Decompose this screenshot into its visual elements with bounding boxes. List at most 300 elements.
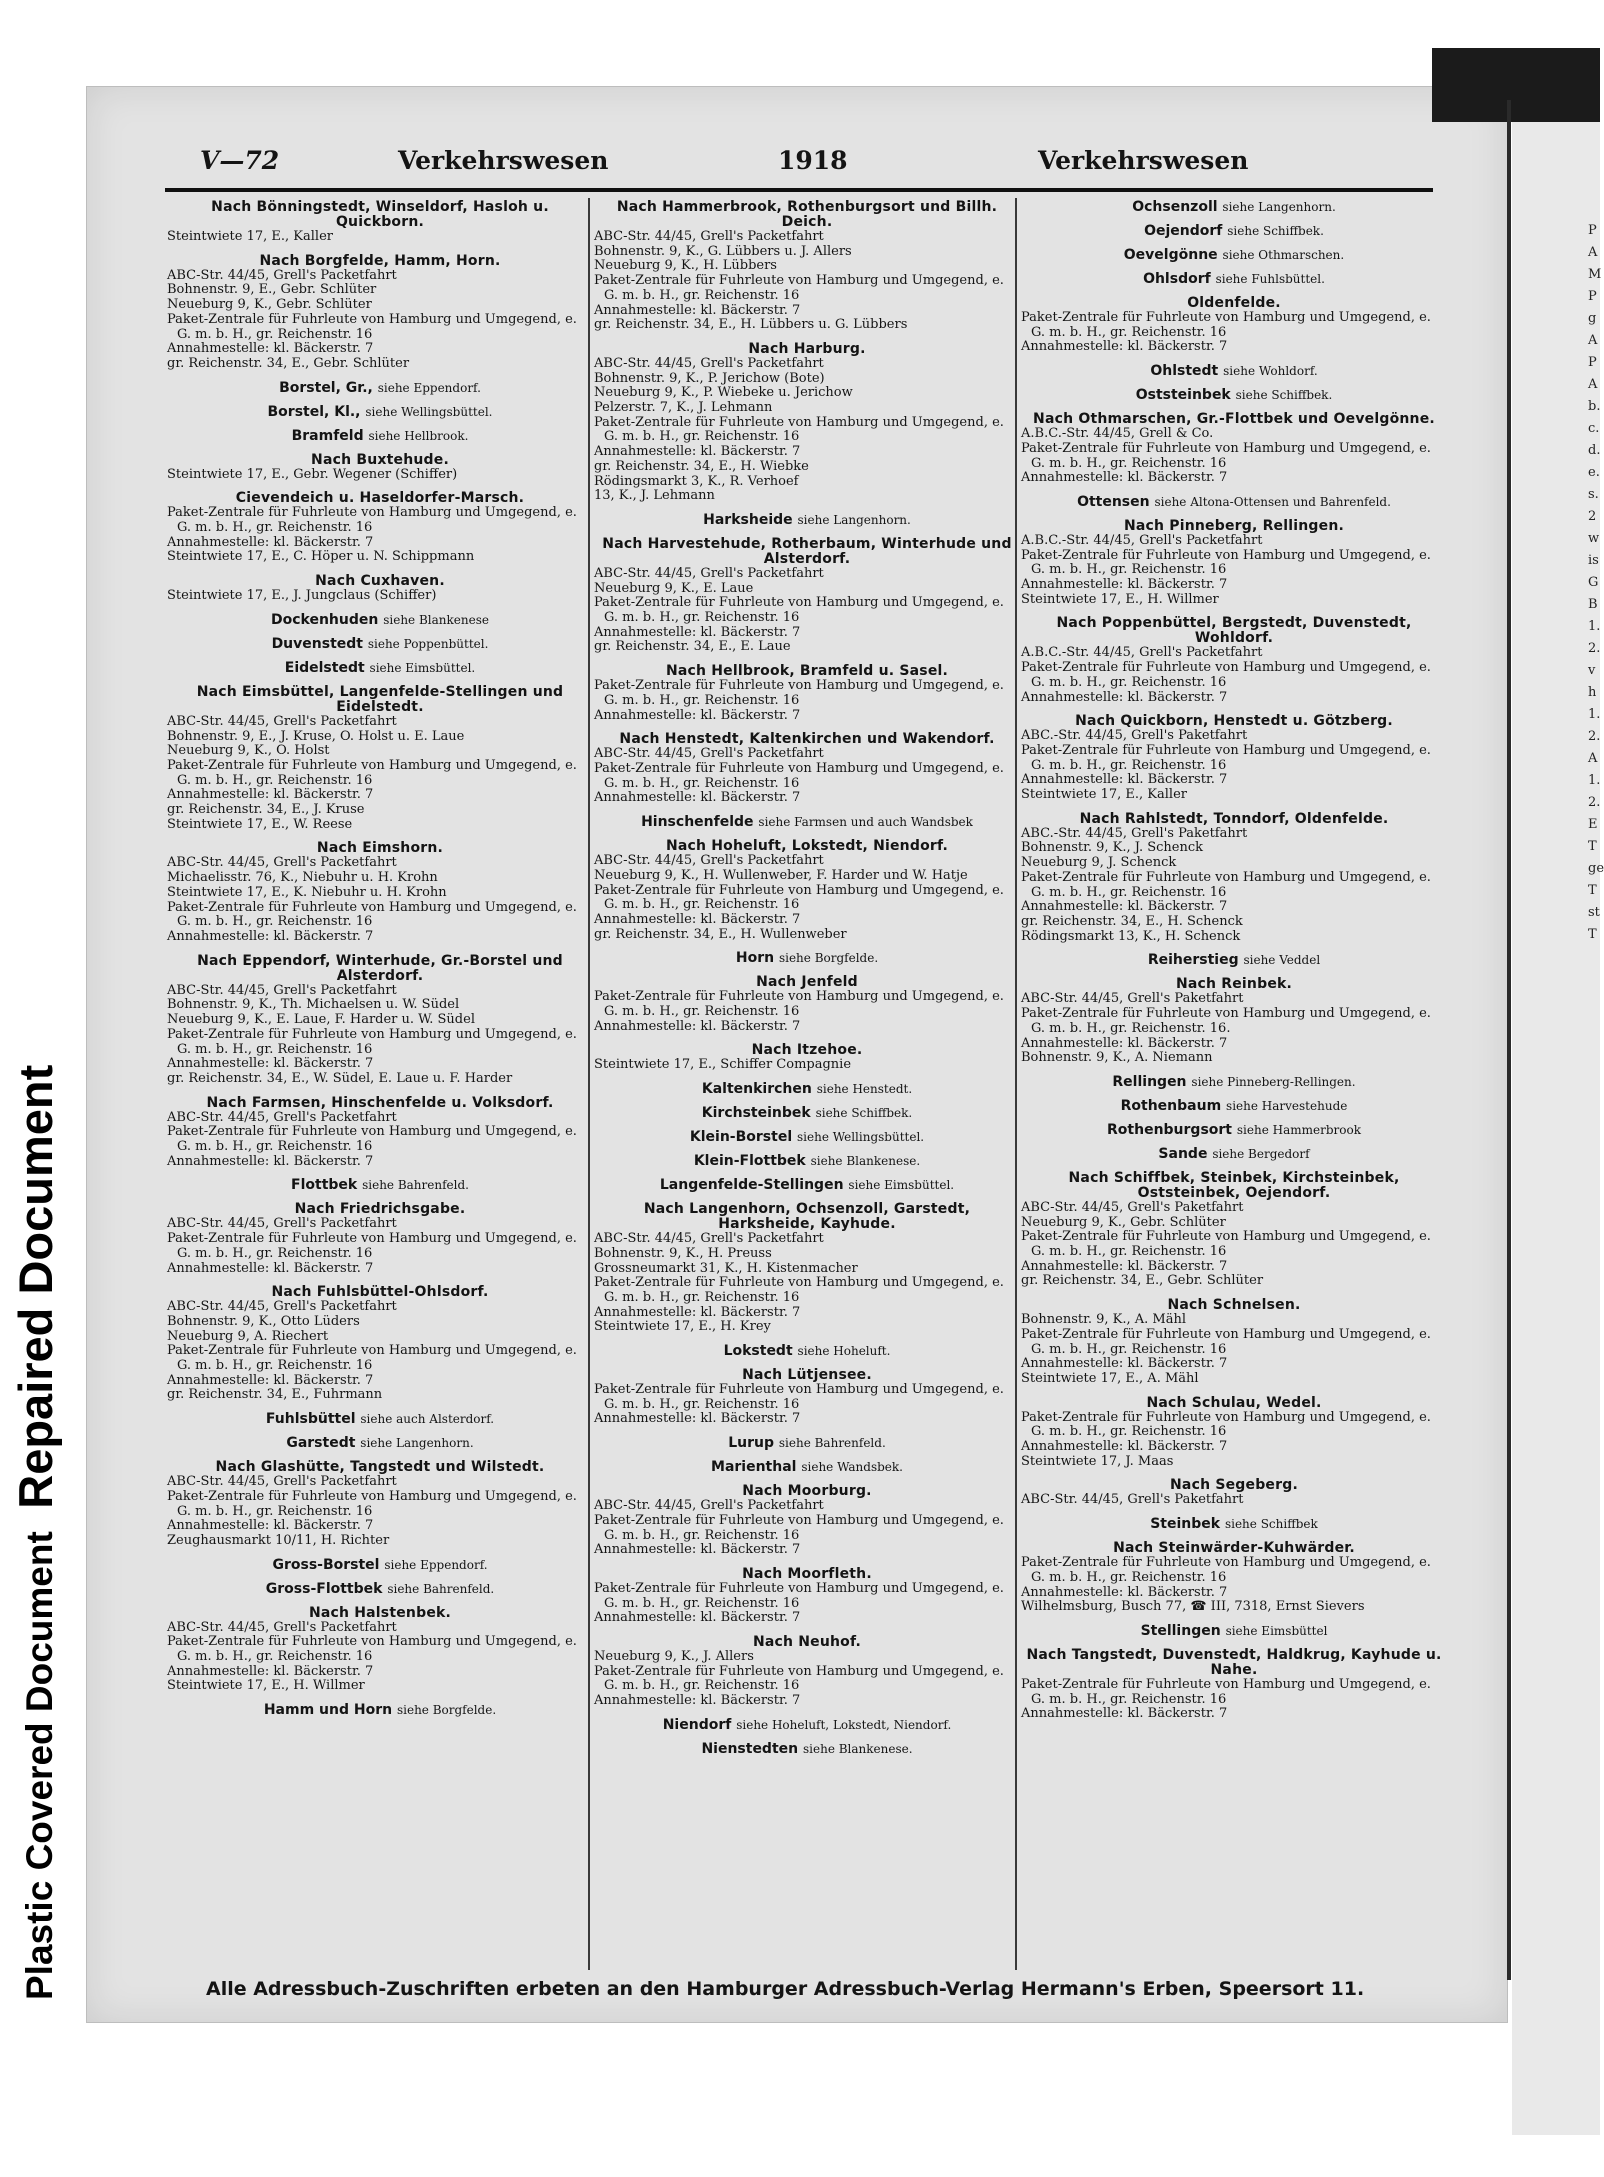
reference-target: siehe Hellbrook. bbox=[368, 428, 469, 443]
directory-entry bbox=[594, 1567, 1020, 1626]
reference-place: Bramfeld bbox=[291, 427, 364, 444]
fragment-text: E bbox=[1588, 817, 1598, 832]
entry-heading: Nach Jenfeld bbox=[756, 974, 858, 991]
entry-line: Neueburg 9, K., O. Holst bbox=[167, 743, 330, 759]
entry-line: Annahmestelle: kl. Bäckerstr. 7 bbox=[167, 534, 374, 550]
entry-line: Bohnenstr. 9, K., Th. Michaelsen u. W. Südel bbox=[167, 997, 460, 1013]
reference-place: Hinschenfelde bbox=[641, 814, 754, 831]
reference-target: siehe Langenhorn. bbox=[797, 512, 911, 527]
entry-line: Paket-Zentrale für Fuhrleute von Hamburg und Umgegend, e. G. m. b. H., gr. Reichenstr. 16 bbox=[1021, 1229, 1431, 1260]
entry-line: Neueburg 9, K., H. Wullenweber, F. Harder und W. Hatje bbox=[594, 867, 968, 883]
cross-reference bbox=[167, 1412, 593, 1427]
cross-reference bbox=[594, 1718, 1020, 1733]
entry-heading: Nach Segeberg. bbox=[1170, 1477, 1298, 1494]
fragment-text: P bbox=[1588, 289, 1597, 304]
directory-entry bbox=[594, 342, 1020, 504]
entry-line: Steintwiete 17, E., H. Willmer bbox=[167, 1678, 365, 1694]
entry-line: Michaelisstr. 76, K., Niebuhr u. H. Krohn bbox=[167, 870, 438, 886]
directory-entry bbox=[594, 1130, 1020, 1145]
directory-entry bbox=[1021, 1541, 1447, 1615]
fragment-text: v bbox=[1588, 663, 1596, 678]
entry-line: Paket-Zentrale für Fuhrleute von Hamburg und Umgegend, e. G. m. b. H., gr. Reichenstr. 16 bbox=[1021, 310, 1431, 340]
fragment-text: A bbox=[1588, 333, 1598, 348]
entry-line: Steintwiete 17, J. Maas bbox=[1021, 1453, 1174, 1469]
entry-line: Paket-Zentrale für Fuhrleute von Hamburg und Umgegend, e. G. m. b. H., gr. Reichenstr. 16 bbox=[1021, 547, 1431, 578]
directory-entry bbox=[167, 1582, 593, 1597]
directory-entry bbox=[167, 453, 593, 483]
entry-line: Neueburg 9, K., Gebr. Schlüter bbox=[167, 297, 372, 313]
reference-place: Fuhlsbüttel bbox=[265, 1411, 356, 1428]
directory-entry bbox=[594, 664, 1020, 723]
directory-entry bbox=[167, 613, 593, 628]
directory-column-2 bbox=[594, 200, 1020, 1766]
entry-line: Annahmestelle: kl. Bäckerstr. 7 bbox=[594, 1693, 801, 1709]
reference-place: Gross-Flottbek bbox=[265, 1580, 383, 1597]
cross-reference bbox=[594, 1436, 1020, 1451]
entry-line: A.B.C.-Str. 44/45, Grell's Packetfahrt bbox=[1021, 532, 1263, 548]
directory-entry bbox=[167, 1460, 593, 1549]
reference-place: Rothenbaum bbox=[1120, 1097, 1222, 1114]
fragment-text: ge bbox=[1588, 861, 1604, 876]
reference-target: siehe Bergedorf bbox=[1212, 1146, 1310, 1161]
entry-line: Steintwiete 17, E., C. Höper u. N. Schippmann bbox=[167, 549, 475, 565]
entry-line: Steintwiete 17, E., K. Niebuhr u. H. Krohn bbox=[167, 884, 447, 900]
directory-entry bbox=[594, 1082, 1020, 1097]
reference-target: siehe Blankenese. bbox=[810, 1154, 921, 1169]
reference-target: siehe Eimsbüttel. bbox=[369, 660, 476, 675]
reference-place: Borstel, Gr., bbox=[279, 379, 373, 396]
page-number: V—72 bbox=[200, 146, 280, 175]
entry-line: Steintwiete 17, E., A. Mähl bbox=[1021, 1370, 1199, 1386]
directory-entry bbox=[594, 1460, 1020, 1475]
reference-place: Ohlstedt bbox=[1150, 363, 1219, 380]
fragment-text: 2 bbox=[1588, 509, 1597, 524]
directory-entry bbox=[1021, 200, 1447, 215]
reference-place: Rellingen bbox=[1112, 1073, 1187, 1090]
entry-line: Annahmestelle: kl. Bäckerstr. 7 bbox=[594, 1411, 801, 1427]
entry-line: Annahmestelle: kl. Bäckerstr. 7 bbox=[167, 1056, 374, 1072]
entry-line: Bohnenstr. 9, K., Otto Lüders bbox=[167, 1313, 360, 1329]
cross-reference bbox=[167, 1558, 593, 1573]
reference-target: siehe Blankenese. bbox=[803, 1741, 913, 1756]
reference-place: Oevelgönne bbox=[1123, 247, 1218, 263]
directory-entry bbox=[167, 381, 593, 396]
directory-entry bbox=[167, 200, 593, 245]
directory-entry bbox=[167, 1096, 593, 1170]
side-label bbox=[8, 1065, 63, 2000]
entry-line: Bohnenstr. 9, K., A. Niemann bbox=[1021, 1050, 1213, 1066]
reference-place: Flottbek bbox=[291, 1177, 358, 1194]
entry-line: A.B.C.-Str. 44/45, Grell's Packetfahrt bbox=[1021, 645, 1263, 661]
reference-place: Gross-Borstel bbox=[272, 1556, 380, 1573]
entry-line: gr. Reichenstr. 34, E., Fuhrmann bbox=[167, 1387, 383, 1403]
directory-entry bbox=[1021, 296, 1447, 355]
entry-line: ABC-Str. 44/45, Grell's Paketfahrt bbox=[1021, 1492, 1244, 1508]
side-label-line2: Repaired Document bbox=[9, 1064, 62, 1509]
directory-entry bbox=[1021, 1478, 1447, 1508]
directory-entry bbox=[1021, 1075, 1447, 1090]
directory-entry bbox=[594, 200, 1020, 333]
fragment-text: M bbox=[1588, 267, 1602, 282]
reference-place: Duvenstedt bbox=[271, 635, 363, 652]
entry-line: Annahmestelle: kl. Bäckerstr. 7 bbox=[1021, 339, 1228, 355]
reference-target: siehe Poppenbüttel. bbox=[367, 636, 489, 651]
directory-entry bbox=[1021, 388, 1447, 403]
entry-heading: Nach Moorfleth. bbox=[742, 1565, 872, 1582]
cross-reference bbox=[1021, 272, 1447, 287]
entry-line: Neueburg 9, K., J. Allers bbox=[594, 1649, 754, 1665]
reference-target: siehe Othmarschen. bbox=[1222, 248, 1345, 262]
directory-entry bbox=[594, 1344, 1020, 1359]
entry-line: Paket-Zentrale für Fuhrleute von Hamburg und Umgegend, e. G. m. b. H., gr. Reichenstr. 16 bbox=[594, 1382, 1004, 1412]
entry-line: Bohnenstr. 9, K., P. Jerichow (Bote) bbox=[594, 370, 825, 386]
directory-entry bbox=[1021, 977, 1447, 1066]
directory-entry bbox=[1021, 1396, 1447, 1470]
cross-reference bbox=[167, 1582, 593, 1597]
entry-line: Annahmestelle: kl. Bäckerstr. 7 bbox=[1021, 772, 1228, 788]
entry-line: Bohnenstr. 9, K., G. Lübbers u. J. Allers bbox=[594, 243, 852, 259]
reference-place: Hamm und Horn bbox=[263, 1702, 393, 1719]
entry-line: Paket-Zentrale für Fuhrleute von Hamburg und Umgegend, e. G. m. b. H., gr. Reichenstr. 16 bbox=[594, 882, 1004, 913]
cross-reference bbox=[594, 513, 1020, 528]
reference-target: siehe Schiffbek. bbox=[1235, 388, 1333, 403]
reference-target: siehe Schiffbek. bbox=[815, 1106, 913, 1121]
entry-line: Paket-Zentrale für Fuhrleute von Hamburg und Umgegend, e. G. m. b. H., gr. Reichenstr. 16 bbox=[594, 1663, 1004, 1694]
directory-entry bbox=[1021, 224, 1447, 239]
entry-heading: Nach Pinneberg, Rellingen. bbox=[1123, 517, 1345, 534]
cross-reference bbox=[594, 1106, 1020, 1121]
entry-line: Paket-Zentrale für Fuhrleute von Hamburg und Umgegend, e. G. m. b. H., gr. Reichenstr. 16 bbox=[594, 989, 1004, 1020]
reference-place: Rothenburgsort bbox=[1107, 1121, 1232, 1138]
entry-line: ABC-Str. 44/45, Grell's Packetfahrt bbox=[594, 565, 824, 581]
directory-entry bbox=[167, 491, 593, 565]
entry-line: Neueburg 9, K., P. Wiebeke u. Jerichow bbox=[594, 385, 853, 401]
reference-target: siehe Bahrenfeld. bbox=[778, 1436, 886, 1451]
header-right-title: Verkehrswesen bbox=[1038, 146, 1249, 175]
entry-line: gr. Reichenstr. 34, E., Gebr. Schlüter bbox=[167, 355, 410, 371]
reference-target: siehe Bahrenfeld. bbox=[362, 1178, 469, 1193]
entry-line: Annahmestelle: kl. Bäckerstr. 7 bbox=[167, 787, 374, 803]
entry-heading: Nach Borgfelde, Hamm, Horn. bbox=[259, 252, 501, 269]
cross-reference bbox=[1021, 1624, 1447, 1639]
cross-reference bbox=[1021, 248, 1447, 263]
reference-place: Steinbek bbox=[1150, 1516, 1221, 1533]
fragment-text: T bbox=[1588, 839, 1597, 854]
cross-reference bbox=[594, 1460, 1020, 1475]
entry-line: Paket-Zentrale für Fuhrleute von Hamburg und Umgegend, e. G. m. b. H., gr. Reichenstr. 16 bbox=[594, 760, 1004, 791]
reference-target: siehe Eimsbüttel bbox=[1225, 1623, 1328, 1638]
reference-place: Nienstedten bbox=[701, 1740, 799, 1757]
directory-entry bbox=[594, 1484, 1020, 1558]
reference-place: Reiherstieg bbox=[1147, 952, 1239, 969]
directory-entry bbox=[1021, 1624, 1447, 1639]
reference-target: siehe Altona-Ottensen und Bahrenfeld. bbox=[1154, 494, 1391, 509]
reference-target: siehe Eppendorf. bbox=[377, 380, 481, 395]
reference-place: Marienthal bbox=[711, 1459, 797, 1476]
entry-line: Annahmestelle: kl. Bäckerstr. 7 bbox=[167, 1372, 374, 1388]
entry-line: gr. Reichenstr. 34, E., H. Wiebke bbox=[594, 458, 809, 474]
fragment-text: 1. bbox=[1588, 707, 1601, 722]
scan-binding-bar bbox=[1432, 48, 1600, 122]
entry-line: Annahmestelle: kl. Bäckerstr. 7 bbox=[167, 1260, 374, 1276]
entry-line: Annahmestelle: kl. Bäckerstr. 7 bbox=[167, 341, 374, 357]
entry-heading: Nach Eimshorn. bbox=[316, 840, 444, 857]
adjacent-page-edge bbox=[1512, 55, 1604, 2135]
cross-reference bbox=[167, 637, 593, 652]
entry-line: Paket-Zentrale für Fuhrleute von Hamburg und Umgegend, e. G. m. b. H., gr. Reichenstr. 16 bbox=[167, 1026, 577, 1057]
entry-line: 13, K., J. Lehmann bbox=[594, 488, 715, 504]
reference-place: Klein-Flottbek bbox=[693, 1153, 806, 1170]
fragment-text: B bbox=[1588, 597, 1598, 612]
entry-line: Annahmestelle: kl. Bäckerstr. 7 bbox=[594, 444, 801, 460]
directory-entry bbox=[167, 661, 593, 676]
fragment-text: 1. bbox=[1588, 773, 1601, 788]
entry-line: ABC.-Str. 44/45, Grell's Paketfahrt bbox=[1021, 825, 1248, 841]
directory-entry bbox=[594, 975, 1020, 1034]
entry-line: Steintwiete 17, E., Gebr. Wegener (Schiffer) bbox=[167, 466, 458, 482]
entry-heading: Nach Schnelsen. bbox=[1167, 1297, 1301, 1314]
entry-heading: Nach Halstenbek. bbox=[308, 1604, 452, 1621]
fragment-text: P bbox=[1588, 223, 1597, 238]
directory-entry bbox=[1021, 364, 1447, 379]
entry-line: Steintwiete 17, E., H. Krey bbox=[594, 1319, 771, 1335]
entry-line: ABC-Str. 44/45, Grell's Packetfahrt bbox=[594, 853, 824, 869]
entry-line: Bohnenstr. 9, K., J. Schenck bbox=[1021, 840, 1204, 856]
entry-heading: Nach Farmsen, Hinschenfelde u. Volksdorf. bbox=[206, 1094, 554, 1111]
entry-line: Annahmestelle: kl. Bäckerstr. 7 bbox=[594, 707, 801, 723]
cross-reference bbox=[1021, 224, 1447, 239]
fragment-text: 2. bbox=[1588, 641, 1601, 656]
entry-line: Steintwiete 17, E., J. Jungclaus (Schiffer) bbox=[167, 588, 437, 604]
reference-place: Borstel, Kl., bbox=[267, 403, 361, 420]
reference-target: siehe Wellingsbüttel. bbox=[365, 404, 493, 419]
cross-reference bbox=[1021, 1075, 1447, 1090]
entry-heading: Nach Buxtehude. bbox=[311, 451, 449, 468]
entry-line: Bohnenstr. 9, E., J. Kruse, O. Holst u. E. Laue bbox=[167, 728, 465, 744]
directory-entry bbox=[1021, 272, 1447, 287]
entry-heading: Nach Henstedt, Kaltenkirchen und Wakendorf. bbox=[619, 731, 995, 748]
entry-line: Paket-Zentrale für Fuhrleute von Hamburg und Umgegend, e. G. m. b. H., gr. Reichenstr. 16 bbox=[167, 1343, 577, 1374]
entry-heading: Nach Hellbrook, Bramfeld u. Sasel. bbox=[665, 663, 949, 680]
reference-place: Langenfelde-Stellingen bbox=[659, 1177, 844, 1194]
reference-target: siehe Wellingsbüttel. bbox=[797, 1130, 925, 1145]
entry-line: Paket-Zentrale für Fuhrleute von Hamburg und Umgegend, e. G. m. b. H., gr. Reichenstr. 16 bbox=[167, 311, 577, 342]
fragment-text: w bbox=[1588, 531, 1600, 546]
directory-entry bbox=[1021, 1517, 1447, 1532]
entry-line: Paket-Zentrale für Fuhrleute von Hamburg und Umgegend, e. G. m. b. H., gr. Reichenstr. 16 bbox=[167, 1231, 577, 1261]
cross-reference bbox=[594, 1154, 1020, 1169]
entry-line: ABC-Str. 44/45, Grell's Packetfahrt bbox=[167, 1216, 397, 1232]
entry-line: Bohnenstr. 9, K., H. Preuss bbox=[594, 1245, 772, 1261]
entry-line: ABC.-Str. 44/45, Grell's Paketfahrt bbox=[1021, 728, 1248, 744]
fragment-text: st bbox=[1588, 905, 1600, 920]
reference-target: siehe Borgfelde. bbox=[778, 951, 879, 966]
directory-entry bbox=[594, 1202, 1020, 1335]
entry-line: Paket-Zentrale für Fuhrleute von Hamburg und Umgegend, e. G. m. b. H., gr. Reichenstr. 16 bbox=[1021, 1555, 1431, 1585]
footer-notice: Alle Adressbuch-Zuschriften erbeten an den Hamburger Adressbuch-Verlag Hermann's Erben, Speersort 11. bbox=[206, 1978, 1365, 2000]
entry-heading: Nach Tangstedt, Duvenstedt, Haldkrug, Kayhude u. Nahe. bbox=[1026, 1646, 1442, 1678]
entry-line: Neueburg 9, K., E. Laue bbox=[594, 580, 754, 596]
entry-line: Paket-Zentrale für Fuhrleute von Hamburg und Umgegend, e. G. m. b. H., gr. Reichenstr. 16 bbox=[167, 1488, 577, 1519]
directory-entry bbox=[1021, 1147, 1447, 1162]
entry-line: Paket-Zentrale für Fuhrleute von Hamburg und Umgegend, e. G. m. b. H., gr. Reichenstr. 16 bbox=[1021, 660, 1431, 690]
entry-heading: Nach Schiffbek, Steinbek, Kirchsteinbek, Oststeinbek, Oejendorf. bbox=[1068, 1169, 1400, 1201]
entry-line: ABC-Str. 44/45, Grell's Packetfahrt bbox=[167, 1474, 397, 1490]
entry-line: Annahmestelle: kl. Bäckerstr. 7 bbox=[1021, 899, 1228, 915]
reference-place: Harksheide bbox=[703, 511, 793, 528]
entry-line: Annahmestelle: kl. Bäckerstr. 7 bbox=[594, 302, 801, 318]
reference-place: Stellingen bbox=[1140, 1622, 1221, 1639]
reference-target: siehe Veddel bbox=[1243, 953, 1321, 968]
cross-reference bbox=[1021, 364, 1447, 379]
directory-entry bbox=[594, 1718, 1020, 1733]
entry-line: Annahmestelle: kl. Bäckerstr. 7 bbox=[594, 790, 801, 806]
entry-line: ABC-Str. 44/45, Grell's Packetfahrt bbox=[594, 1498, 824, 1514]
entry-line: ABC-Str. 44/45, Grell's Packetfahrt bbox=[167, 855, 397, 871]
cross-reference bbox=[167, 405, 593, 420]
reference-place: Dockenhuden bbox=[271, 611, 379, 628]
entry-line: Paket-Zentrale für Fuhrleute von Hamburg und Umgegend, e. G. m. b. H., gr. Reichenstr. 16 bbox=[594, 1512, 1004, 1543]
entry-line: Grossneumarkt 31, K., H. Kistenmacher bbox=[594, 1260, 858, 1276]
directory-column-3 bbox=[1021, 200, 1447, 1731]
entry-line: gr. Reichenstr. 34, E., Gebr. Schlüter bbox=[1021, 1273, 1264, 1289]
reference-place: Horn bbox=[735, 950, 775, 967]
fragment-text: T bbox=[1588, 883, 1597, 898]
fragment-text: g bbox=[1588, 311, 1597, 326]
fragment-text: 1. bbox=[1588, 619, 1601, 634]
entry-heading: Nach Eppendorf, Winterhude, Gr.-Borstel und Alsterdorf. bbox=[197, 952, 563, 984]
directory-entry bbox=[167, 1703, 593, 1718]
entry-heading: Nach Itzehoe. bbox=[751, 1042, 863, 1059]
entry-line: Paket-Zentrale für Fuhrleute von Hamburg und Umgegend, e. G. m. b. H., gr. Reichenstr. 16 bbox=[167, 505, 577, 536]
reference-target: siehe Pinneberg-Rellingen. bbox=[1191, 1074, 1356, 1089]
reference-target: siehe Schiffbek bbox=[1224, 1517, 1318, 1532]
directory-entry bbox=[1021, 519, 1447, 608]
directory-entry bbox=[167, 954, 593, 1087]
directory-entry bbox=[167, 429, 593, 444]
directory-entry bbox=[167, 1558, 593, 1573]
reference-target: siehe Bahrenfeld. bbox=[387, 1581, 495, 1596]
reference-target: siehe Hoheluft, Lokstedt, Niendorf. bbox=[736, 1717, 952, 1732]
entry-line: Paket-Zentrale für Fuhrleute von Hamburg und Umgegend, e. G. m. b. H., gr. Reichenstr. 16 bbox=[167, 899, 577, 930]
entry-heading: Nach Fuhlsbüttel-Ohlsdorf. bbox=[271, 1284, 489, 1301]
reference-target: siehe Wandsbek. bbox=[801, 1460, 903, 1475]
entry-line: ABC-Str. 44/45, Grell's Packetfahrt bbox=[167, 982, 397, 998]
directory-entry bbox=[167, 405, 593, 420]
adjacent-page-fragments bbox=[1588, 220, 1604, 946]
header-rule bbox=[165, 188, 1433, 192]
reference-place: Ottensen bbox=[1077, 493, 1150, 510]
entry-heading: Nach Harburg. bbox=[748, 340, 866, 357]
entry-heading: Nach Langenhorn, Ochsenzoll, Garstedt, Harksheide, Kayhude. bbox=[643, 1201, 971, 1233]
entry-line: Zeughausmarkt 10/11, H. Richter bbox=[167, 1532, 390, 1548]
entry-line: Bohnenstr. 9, K., A. Mähl bbox=[1021, 1312, 1187, 1328]
reference-target: siehe Eppendorf. bbox=[384, 1557, 488, 1572]
directory-entry bbox=[594, 537, 1020, 655]
header-left-title: Verkehrswesen bbox=[398, 146, 609, 175]
reference-target: siehe Eimsbüttel. bbox=[848, 1178, 955, 1193]
cross-reference bbox=[1021, 388, 1447, 403]
reference-place: Ohlsdorf bbox=[1143, 271, 1211, 287]
directory-entry bbox=[594, 1436, 1020, 1451]
entry-line: Annahmestelle: kl. Bäckerstr. 7 bbox=[167, 1153, 374, 1169]
entry-line: Steintwiete 17, E., Kaller bbox=[167, 229, 333, 244]
reference-place: Kirchsteinbek bbox=[701, 1105, 811, 1122]
entry-line: Annahmestelle: kl. Bäckerstr. 7 bbox=[1021, 470, 1228, 486]
entry-line: Steintwiete 17, E., Schiffer Compagnie bbox=[594, 1057, 852, 1073]
directory-entry bbox=[167, 1285, 593, 1403]
reference-place: Lokstedt bbox=[723, 1343, 793, 1360]
entry-line: gr. Reichenstr. 34, E., H. Schenck bbox=[1021, 913, 1243, 929]
cross-reference bbox=[594, 951, 1020, 966]
entry-line: gr. Reichenstr. 34, E., J. Kruse bbox=[167, 802, 365, 818]
entry-heading: Nach Neuhof. bbox=[752, 1634, 862, 1651]
fragment-text: b. bbox=[1588, 399, 1601, 414]
directory-entry bbox=[167, 1606, 593, 1695]
entry-line: Annahmestelle: kl. Bäckerstr. 7 bbox=[1021, 689, 1228, 705]
reference-target: siehe Borgfelde. bbox=[396, 1703, 497, 1718]
entry-line: Annahmestelle: kl. Bäckerstr. 7 bbox=[167, 1518, 374, 1534]
fragment-text: G bbox=[1588, 575, 1599, 590]
entry-line: Annahmestelle: kl. Bäckerstr. 7 bbox=[1021, 1258, 1228, 1274]
directory-entry bbox=[1021, 1648, 1447, 1722]
directory-entry bbox=[594, 1043, 1020, 1073]
entry-line: Neueburg 9, J. Schenck bbox=[1021, 855, 1177, 871]
directory-column-1 bbox=[167, 200, 593, 1727]
entry-line: Rödingsmarkt 3, K., R. Verhoef bbox=[594, 473, 799, 489]
cross-reference bbox=[594, 1082, 1020, 1097]
fragment-text: T bbox=[1588, 927, 1597, 942]
directory-entry bbox=[594, 815, 1020, 830]
entry-line: ABC-Str. 44/45, Grell's Packetfahrt bbox=[167, 713, 397, 729]
entry-heading: Nach Schulau, Wedel. bbox=[1146, 1394, 1322, 1411]
entry-line: ABC-Str. 44/45, Grell's Packetfahrt bbox=[594, 229, 824, 244]
entry-line: Paket-Zentrale für Fuhrleute von Hamburg und Umgegend, e. G. m. b. H., gr. Reichenstr. 16 bbox=[594, 595, 1004, 626]
entry-line: Annahmestelle: kl. Bäckerstr. 7 bbox=[594, 1018, 801, 1034]
entry-heading: Nach Moorburg. bbox=[742, 1483, 872, 1500]
directory-entry bbox=[594, 513, 1020, 528]
entry-line: Steintwiete 17, E., Kaller bbox=[1021, 787, 1187, 803]
entry-line: Annahmestelle: kl. Bäckerstr. 7 bbox=[1021, 1584, 1228, 1600]
directory-entry bbox=[1021, 1099, 1447, 1114]
entry-line: Rödingsmarkt 13, K., H. Schenck bbox=[1021, 928, 1241, 944]
directory-entry bbox=[1021, 1171, 1447, 1289]
entry-line: Paket-Zentrale für Fuhrleute von Hamburg und Umgegend, e. G. m. b. H., gr. Reichenstr. 16 bbox=[1021, 1326, 1431, 1357]
fragment-text: A bbox=[1588, 751, 1598, 766]
cross-reference bbox=[1021, 495, 1447, 510]
entry-line: Annahmestelle: kl. Bäckerstr. 7 bbox=[1021, 1706, 1228, 1722]
cross-reference bbox=[594, 1742, 1020, 1757]
fragment-text: 2. bbox=[1588, 795, 1601, 810]
directory-entry bbox=[594, 1368, 1020, 1427]
directory-entry bbox=[167, 574, 593, 604]
entry-line: Paket-Zentrale für Fuhrleute von Hamburg und Umgegend, e. G. m. b. H., gr. Reichenstr. 16 bbox=[594, 414, 1004, 445]
entry-heading: Nach Rahlstedt, Tonndorf, Oldenfelde. bbox=[1079, 810, 1389, 827]
entry-line: gr. Reichenstr. 34, E., W. Südel, E. Laue u. F. Harder bbox=[167, 1070, 513, 1086]
entry-line: Neueburg 9, A. Riechert bbox=[167, 1328, 329, 1344]
entry-line: Pelzerstr. 7, K., J. Lehmann bbox=[594, 400, 773, 416]
entry-heading: Nach Othmarschen, Gr.-Flottbek und Oevelgönne. bbox=[1033, 411, 1435, 428]
entry-heading: Nach Eimsbüttel, Langenfelde-Stellingen und Eidelstedt. bbox=[196, 683, 564, 715]
entry-heading: Nach Quickborn, Henstedt u. Götzberg. bbox=[1075, 713, 1393, 730]
directory-entry bbox=[594, 1106, 1020, 1121]
entry-line: Annahmestelle: kl. Bäckerstr. 7 bbox=[1021, 1439, 1228, 1455]
reference-target: siehe Harvestehude bbox=[1226, 1098, 1348, 1113]
entry-line: Paket-Zentrale für Fuhrleute von Hamburg und Umgegend, e. G. m. b. H., gr. Reichenstr. 16 bbox=[1021, 742, 1431, 773]
reference-target: siehe Henstedt. bbox=[816, 1082, 913, 1097]
reference-target: siehe auch Alsterdorf. bbox=[360, 1412, 495, 1427]
reference-target: siehe Hoheluft. bbox=[797, 1344, 891, 1359]
